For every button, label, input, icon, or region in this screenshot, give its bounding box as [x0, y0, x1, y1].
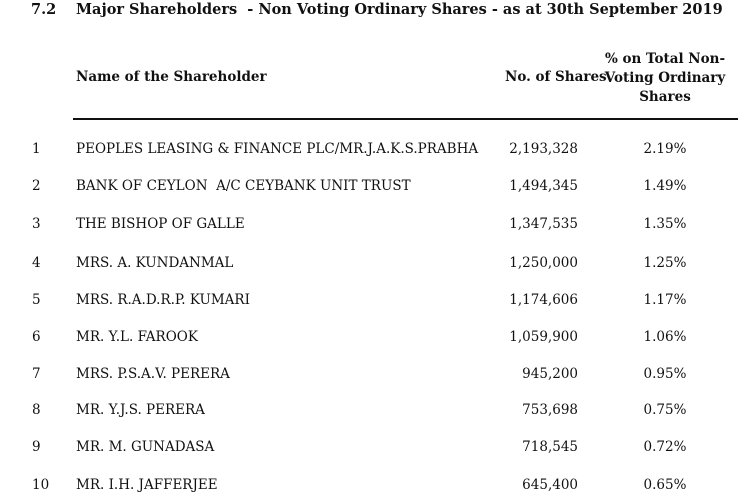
share-count: 1,347,535 — [509, 216, 578, 232]
share-percent: 0.72% — [643, 439, 687, 455]
share-count: 645,400 — [522, 477, 578, 493]
shareholder-name: MR. M. GUNADASA — [76, 439, 215, 455]
share-percent: 0.65% — [643, 477, 687, 493]
share-count: 1,059,900 — [509, 329, 578, 345]
share-percent: 1.25% — [643, 255, 687, 271]
column-header-percent-line1: % on Total Non- — [604, 51, 726, 67]
row-number: 1 — [32, 141, 41, 157]
table-row — [0, 178, 750, 198]
row-number: 5 — [32, 292, 41, 308]
share-count: 718,545 — [522, 439, 578, 455]
shareholder-name: MR. Y.J.S. PERERA — [76, 402, 205, 418]
column-header-percent-line2: Voting Ordinary — [604, 70, 726, 86]
row-number: 10 — [32, 477, 50, 493]
table-row — [0, 439, 750, 459]
header-rule — [73, 118, 738, 120]
shareholder-name: MRS. A. KUNDANMAL — [76, 255, 234, 271]
column-header-percent — [596, 50, 734, 107]
row-number: 4 — [32, 255, 41, 271]
shareholder-name: MRS. R.A.D.R.P. KUMARI — [76, 292, 250, 308]
share-count: 945,200 — [522, 366, 578, 382]
row-number: 6 — [32, 329, 41, 345]
shareholder-name: MR. Y.L. FAROOK — [76, 329, 198, 345]
share-percent: 0.75% — [643, 402, 687, 418]
table-row — [0, 141, 750, 161]
shareholder-name: MR. I.H. JAFFERJEE — [76, 477, 218, 493]
row-number: 8 — [32, 402, 41, 418]
column-header-shares: No. of Shares — [505, 69, 607, 85]
row-number: 9 — [32, 439, 41, 455]
column-header-name: Name of the Shareholder — [76, 69, 267, 85]
row-number: 2 — [32, 178, 41, 194]
row-number: 3 — [32, 216, 41, 232]
share-count: 2,193,328 — [509, 141, 578, 157]
share-percent: 1.49% — [643, 178, 687, 194]
share-percent: 1.35% — [643, 216, 687, 232]
share-percent: 2.19% — [643, 141, 687, 157]
table-row — [0, 292, 750, 312]
shareholder-name: MRS. P.S.A.V. PERERA — [76, 366, 230, 382]
table-row — [0, 216, 750, 236]
table-row — [0, 366, 750, 386]
share-count: 1,494,345 — [509, 178, 578, 194]
shareholder-name: PEOPLES LEASING & FINANCE PLC/MR.J.A.K.S.PRABHA — [76, 141, 479, 157]
shareholder-name: THE BISHOP OF GALLE — [76, 216, 245, 232]
table-row — [0, 402, 750, 422]
table-row — [0, 255, 750, 275]
share-percent: 0.95% — [643, 366, 687, 382]
share-count: 753,698 — [522, 402, 578, 418]
share-count: 1,250,000 — [509, 255, 578, 271]
share-count: 1,174,606 — [509, 292, 578, 308]
table-row — [0, 329, 750, 349]
column-header-percent-line3: Shares — [639, 89, 691, 105]
row-number: 7 — [32, 366, 41, 382]
share-percent: 1.17% — [643, 292, 687, 308]
section-number: 7.2 — [31, 1, 57, 18]
table-row — [0, 477, 750, 497]
section-title: Major Shareholders - Non Voting Ordinary Shares - as at 30th September 2019 — [76, 1, 723, 18]
share-percent: 1.06% — [643, 329, 687, 345]
shareholder-name: BANK OF CEYLON A/C CEYBANK UNIT TRUST — [76, 178, 411, 194]
